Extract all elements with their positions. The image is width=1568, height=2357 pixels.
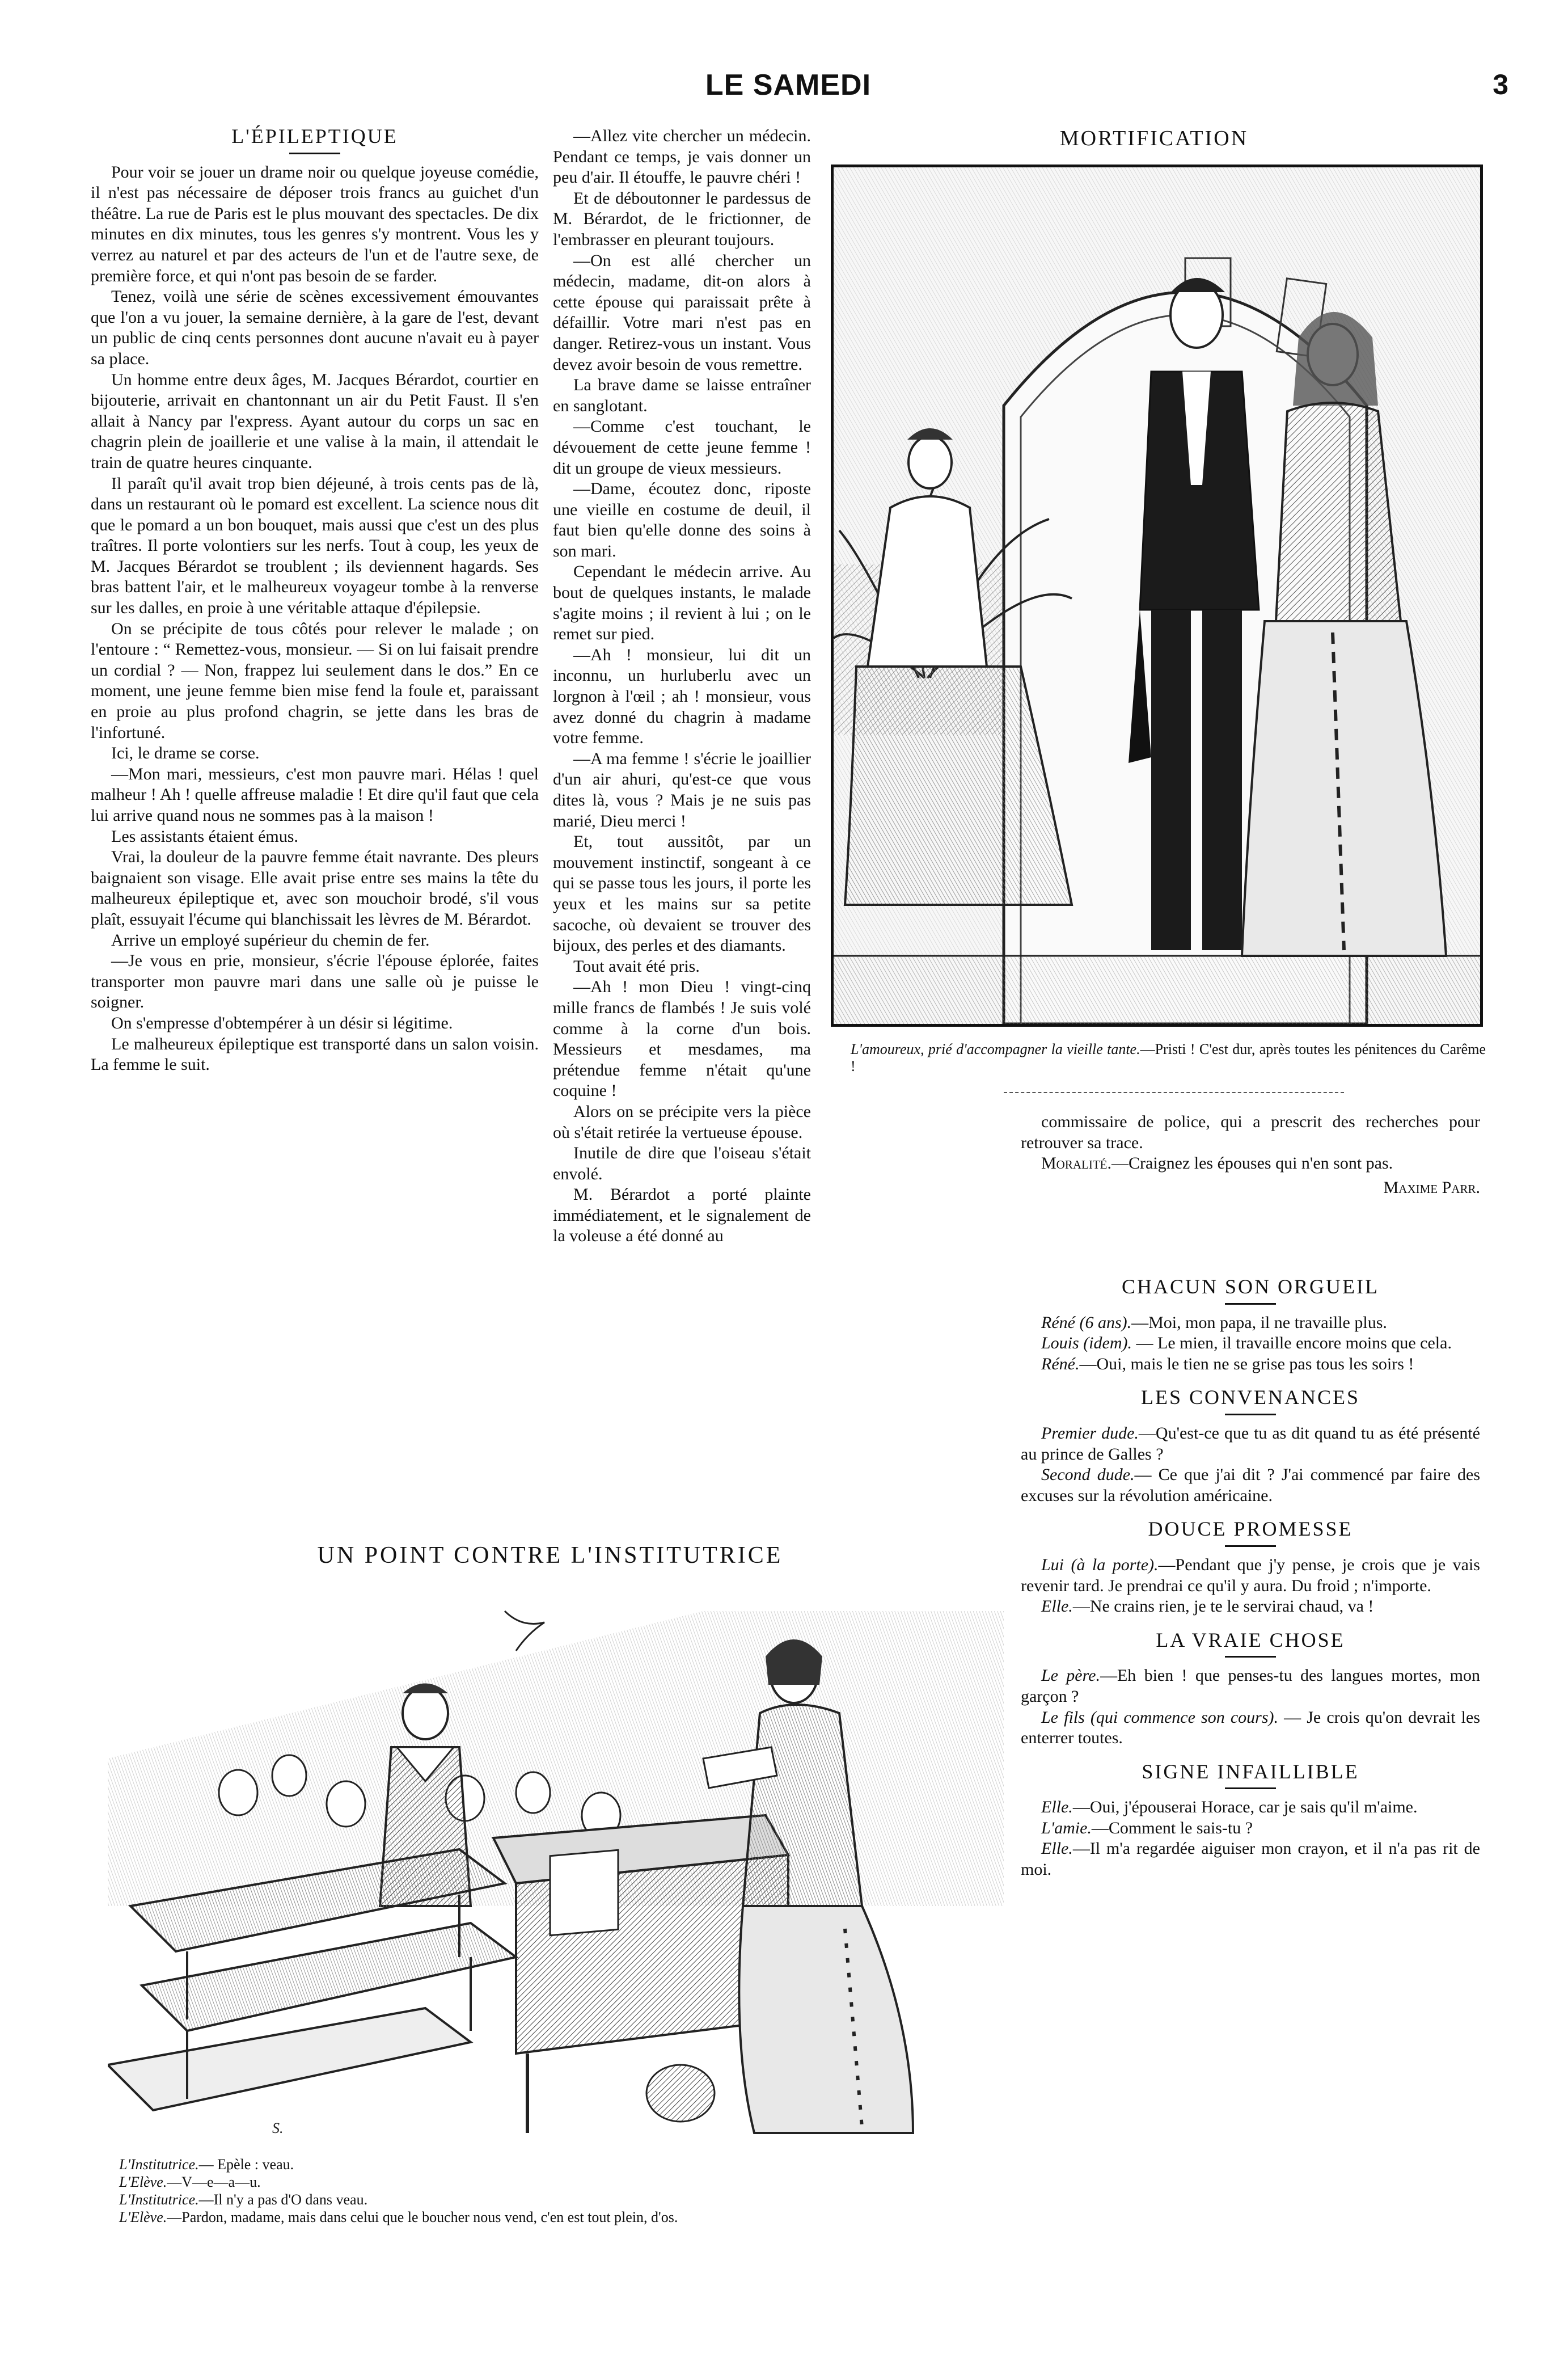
dialogue-text: —Il m'a regardée aiguiser mon crayon, et il n'a pas rit de moi. — [1021, 1839, 1480, 1879]
speaker: Le fils (qui commence son cours). — [1041, 1707, 1278, 1727]
caption-divider — [1004, 1092, 1344, 1093]
paragraph: Tout avait été pris. — [573, 956, 700, 976]
dialogue-line — [1021, 1818, 1480, 1839]
dialogue-text: — Le mien, il travaille encore moins que cela. — [1132, 1334, 1452, 1353]
institutrice-illustration — [108, 1588, 1004, 2144]
dialogue-line — [1021, 1333, 1480, 1354]
dialogue-text: —Il n'y a pas d'O dans veau. — [198, 2191, 368, 2208]
article-title: L'ÉPILEPTIQUE — [231, 125, 398, 147]
paragraph: —On est allé chercher un médecin, madame, dit-on alors à cette épouse qui paraissait prête à défaillir. Votre mari n'est pas en danger. Retirez-vous un instant. Vous devez avoir besoin de vous remettre. — [553, 251, 811, 374]
paragraph: Alors on se précipite vers la pièce où s'était retirée la vertueuse épouse. — [553, 1102, 811, 1142]
engraver-monogram: S. — [272, 2120, 284, 2136]
moralite-label: Moralité. — [1041, 1154, 1111, 1173]
speaker: L'amie. — [1041, 1818, 1092, 1837]
speaker: Elle. — [1041, 1839, 1073, 1858]
paragraph: Le malheureux épileptique est transporté dans un salon voisin. La femme le suit. — [91, 1034, 539, 1074]
paragraph: —A ma femme ! s'écrie le joaillier d'un air ahuri, qu'est-ce que vous dites là, vous ? Mais je ne suis pas marié, Dieu merci ! — [553, 749, 811, 830]
article-epileptique-col1 — [91, 126, 539, 1076]
joke-title: CHACUN SON ORGUEIL — [1121, 1275, 1379, 1298]
author-signature: Maxime Parr. — [1383, 1178, 1480, 1197]
speaker: Elle. — [1041, 1798, 1073, 1817]
joke-title: LA VRAIE CHOSE — [1156, 1628, 1345, 1651]
paragraph: On se précipite de tous côtés pour relever le malade ; on l'entoure : “ Remettez-vous, monsieur. — Si on lui faisait prendre un cordial ? — Non, frappez lui seulement dans le dos.” En ce moment, une jeune femme bien mise fend la foule et, paraissant en proie au plus profond chagrin, se jette dans les bras de l'infortuné. — [91, 619, 539, 742]
joke-lines — [1021, 1423, 1480, 1506]
paragraph: —Allez vite chercher un médecin. Pendant ce temps, je vais donner un peu d'air. Il étouffe, le pauvre chéri ! — [553, 127, 811, 187]
paragraphs — [553, 126, 811, 1247]
running-head — [68, 68, 1508, 108]
joke-lines — [1021, 1313, 1480, 1375]
caption-lead: L'amoureux, prié d'accompagner la vieille tante. — [851, 1041, 1140, 1057]
dialogue-line — [1021, 1313, 1480, 1334]
dialogue-line — [119, 2208, 1009, 2226]
speaker: Lui (à la porte). — [1041, 1555, 1159, 1574]
dialogue-line — [1021, 1596, 1480, 1617]
mortification-illustration — [831, 165, 1483, 1027]
speaker: Louis (idem). — [1041, 1334, 1132, 1353]
dialogue-text: —Ne crains rien, je te le servirai chaud, va ! — [1072, 1597, 1374, 1616]
article-epileptique-col2 — [553, 126, 811, 1247]
paragraph: Vrai, la douleur de la pauvre femme était navrante. Des pleurs baignaient son visage. Elle avait prise entre ses mains la tête du malheureux épileptique et, avec son mouchoir brodé, s'il vous plaît, essuyait l'écume qui blanchissait les lèvres de M. Bérardot. — [91, 847, 539, 929]
paragraph: —Je vous en prie, monsieur, s'écrie l'épouse éplorée, faites transporter mon pauvre mari dans une salle où je puisse le soigner. — [91, 951, 539, 1012]
paragraph: On s'empresse d'obtempérer à un désir si légitime. — [111, 1013, 453, 1032]
paragraph: Un homme entre deux âges, M. Jacques Bérardot, courtier en bijouterie, arrivait en chantonnant un air du Petit Faust. Il s'en allait à Nancy par l'express. Ayant autour du corps un sac en chagrin plein de joaillerie et une valise à la main, il attendait le train de quatre heures cinquante. — [91, 370, 539, 472]
jokes-column — [1021, 1276, 1480, 1880]
caption-lines — [119, 2156, 1009, 2226]
paragraph: Tenez, voilà une série de scènes excessivement émouvantes que l'on a vu jouer, la semaine dernière, à la gare de l'est, devant un public de cinq cents personnes dont aucune n'avait eu à payer sa place. — [91, 287, 539, 368]
institutrice-title: UN POINT CONTRE L'INSTITUTRICE — [317, 1542, 783, 1568]
joke-title: SIGNE INFAILLIBLE — [1142, 1760, 1359, 1783]
dialogue-text: —Comment le sais-tu ? — [1091, 1818, 1253, 1837]
dialogue-line — [1021, 1665, 1480, 1707]
paragraph: —Dame, écoutez donc, riposte une vieille en costume de deuil, il faut bien qu'elle donne des soins à son mari. — [553, 479, 811, 560]
joke-signe — [1021, 1761, 1480, 1880]
dialogue-text: —V—e—a—u. — [167, 2174, 261, 2190]
dialogue-text: — Epèle : veau. — [198, 2156, 294, 2173]
mortification-caption — [851, 1041, 1486, 1075]
dialogue-line — [1021, 1423, 1480, 1465]
paragraph: Et, tout aussitôt, par un mouvement instinctif, songeant à ce qui se passe tous les jours, il porte les yeux et les mains sur sa petite sacoche, où devaient se trouver des bijoux, des perles et des diamants. — [553, 832, 811, 955]
mortification-block — [828, 126, 1480, 151]
masthead: LE SAMEDI — [705, 69, 872, 102]
joke-lines — [1021, 1555, 1480, 1617]
dialogue-line — [1021, 1839, 1480, 1880]
joke-convenances — [1021, 1387, 1480, 1506]
dialogue-text: —Eh bien ! que penses-tu des langues mortes, mon garçon ? — [1021, 1666, 1480, 1706]
dialogue-line — [1021, 1555, 1480, 1596]
title-rule — [1225, 1787, 1276, 1789]
paragraph: Ici, le drame se corse. — [111, 744, 260, 763]
title-rule — [1225, 1414, 1276, 1415]
joke-lines — [1021, 1665, 1480, 1748]
paragraph: Inutile de dire que l'oiseau s'était envolé. — [553, 1144, 811, 1183]
title-rule — [1225, 1303, 1276, 1305]
dialogue-text: —Pardon, madame, mais dans celui que le boucher nous vend, c'en est tout plein, d'os. — [167, 2209, 678, 2225]
speaker: L'Institutrice. — [119, 2191, 199, 2208]
speaker: Second dude. — [1041, 1465, 1135, 1485]
joke-promesse — [1021, 1519, 1480, 1617]
title-rule — [289, 153, 340, 154]
dialogue-text: —Qu'est-ce que tu as dit quand tu as été présenté au prince de Galles ? — [1021, 1423, 1480, 1464]
speaker: Réné. — [1041, 1354, 1080, 1373]
caption-rest: —Pristi ! C'est dur, après toutes les pénitences du Carême ! — [851, 1041, 1486, 1074]
joke-orgueil — [1021, 1276, 1480, 1374]
paragraph: Il paraît qu'il avait trop bien déjeuné, à trois cents pas de là, dans un restaurant où le pomard est excellent. La science nous dit que le pomard a un bon bouquet, mais aussi que c'est un des plus traîtres. Il porte volontiers sur les nerfs. Tout à coup, les yeux de M. Jacques Bérardot se troublent ; ils deviennent hagards. Ses bras battent l'air, et le malheureux voyageur tombe à la renverse sur les dalles, en proie à une véritable attaque d'épilepsie. — [91, 474, 539, 618]
dialogue-line — [1021, 1707, 1480, 1749]
paragraph: —Mon mari, messieurs, c'est mon pauvre mari. Hélas ! quel malheur ! Ah ! quelle affreuse maladie ! Et dire qu'il faut que cela lui arrive quand nous ne sommes pas à la maison ! — [91, 764, 539, 825]
paragraph: —Ah ! mon Dieu ! vingt-cinq mille francs de flambés ! Je suis volé comme à la corne d'un bois. Messieurs et mesdames, ma prétendue femme n'était qu'une coquine ! — [553, 977, 811, 1101]
engraving-classroom-icon — [108, 1588, 1004, 2144]
speaker: L'Elève. — [119, 2174, 167, 2190]
dialogue-text: — Je crois qu'on devrait les enterrer toutes. — [1021, 1707, 1481, 1748]
dialogue-text: — Ce que j'ai dit ? J'ai commencé par faire des excuses sur la révolution américaine. — [1021, 1465, 1481, 1505]
speaker: Premier dude. — [1041, 1423, 1139, 1443]
joke-vraie-chose — [1021, 1630, 1480, 1749]
joke-title: DOUCE PROMESSE — [1148, 1517, 1353, 1541]
paragraphs — [91, 162, 539, 1076]
paragraph: Les assistants étaient émus. — [111, 827, 298, 846]
article-epileptique-col3 — [1021, 1112, 1480, 1198]
dialogue-line — [1021, 1354, 1480, 1375]
dialogue-line — [119, 2173, 1009, 2191]
joke-lines — [1021, 1797, 1480, 1880]
title-rule — [1225, 1545, 1276, 1547]
joke-title: LES CONVENANCES — [1140, 1386, 1360, 1409]
speaker: L'Institutrice. — [119, 2156, 199, 2173]
speaker: Elle. — [1041, 1597, 1073, 1616]
dialogue-text: —Pendant que j'y pense, je crois que je vais revenir tard. Je prendrai ce qu'il y aura. Du froid ; n'importe. — [1021, 1555, 1480, 1595]
paragraphs — [1021, 1112, 1480, 1153]
paragraph: M. Bérardot a porté plainte immédiatement, et le signalement de la voleuse a été donné au — [553, 1185, 811, 1246]
moralite-text: —Craignez les épouses qui n'en sont pas. — [1111, 1154, 1393, 1173]
paragraph: commissaire de police, qui a prescrit des recherches pour retrouver sa trace. — [1021, 1112, 1480, 1152]
dialogue-text: —Oui, mais le tien ne se grise pas tous les soirs ! — [1079, 1354, 1414, 1373]
engraving-couple-and-aunt-icon — [834, 167, 1480, 1024]
paragraph: —Ah ! monsieur, lui dit un inconnu, un hurluberlu avec un lorgnon à l'œil ; ah ! monsieur, vous avez donné du chagrin à madame votre femme. — [553, 645, 811, 748]
speaker: L'Elève. — [119, 2209, 167, 2225]
paragraph: Arrive un employé supérieur du chemin de fer. — [111, 930, 430, 950]
paragraph: Et de déboutonner le pardessus de M. Bérardot, de le frictionner, de l'embrasser en pleurant toujours. — [553, 188, 811, 249]
title-rule — [1225, 1656, 1276, 1658]
institutrice-caption — [119, 2156, 1009, 2226]
paragraph: Pour voir se jouer un drame noir ou quelque joyeuse comédie, il n'est pas nécessaire de déposer trois francs au guichet d'un théâtre. La rue de Paris est le plus mouvant des spectacles. De dix minutes en dix minutes, tous les genres s'y montrent. Vous les y verrez au naturel et par des acteurs de l'un et de l'autre sexe, de première force, et qui n'ont pas besoin de se farder. — [91, 162, 539, 285]
dialogue-text: —Moi, mon papa, il ne travaille plus. — [1131, 1313, 1387, 1332]
page-number: 3 — [1493, 69, 1508, 100]
paragraph: —Comme c'est touchant, le dévouement de cette jeune femme ! dit un groupe de vieux messieurs. — [553, 417, 811, 478]
dialogue-line — [119, 2156, 1009, 2173]
dialogue-line — [1021, 1797, 1480, 1818]
paragraph: Cependant le médecin arrive. Au bout de quelques instants, le malade s'agite moins ; il revient à lui ; on le remet sur pied. — [553, 562, 811, 644]
dialogue-line — [1021, 1465, 1480, 1506]
paragraph: La brave dame se laisse entraîner en sanglotant. — [553, 376, 811, 415]
speaker: Le père. — [1041, 1666, 1100, 1685]
dialogue-line — [119, 2191, 1009, 2208]
speaker: Réné (6 ans). — [1041, 1313, 1132, 1332]
section-title: MORTIFICATION — [1059, 127, 1249, 150]
dialogue-text: —Oui, j'épouserai Horace, car je sais qu'il m'aime. — [1072, 1798, 1418, 1817]
